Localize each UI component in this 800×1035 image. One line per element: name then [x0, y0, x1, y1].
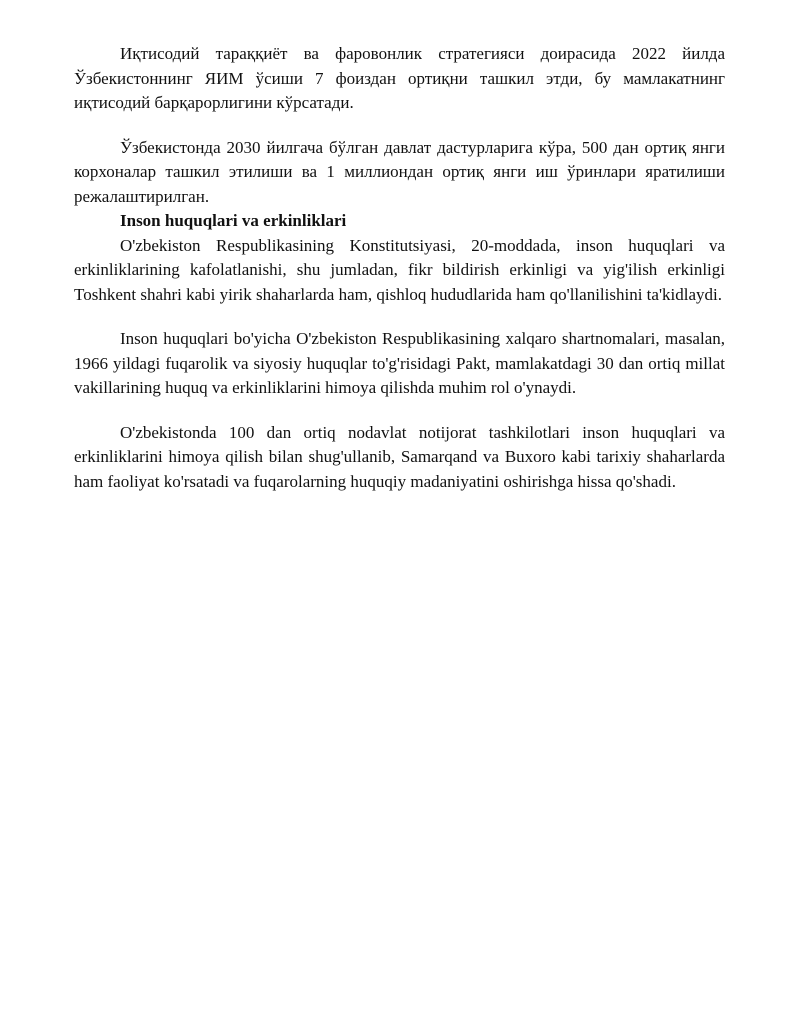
paragraph-gdp-growth: Иқтисодий тараққиёт ва фаровонлик стратегияси доирасида 2022 йилда Ўзбекистоннинг ЯИМ ўсиши 7 фоиздан ортиқни ташкил этди, бу мамлакатнинг иқтисодий барқарорлигини кўрсатади.	[74, 44, 725, 112]
paragraph-ngos: O'zbekistonda 100 dan ortiq nodavlat notijorat tashkilotlari inson huquqlari va erkinliklarini himoya qilish bilan shug'ullanib, Samarqand va Buxoro kabi tarixiy shaharlarda ham faoliyat ko'rsatadi va fuqarolarning huquqiy madaniyatini oshirishga hissa qo'shadi.	[74, 422, 725, 491]
paragraph-state-programs: Ўзбекистонда 2030 йилгача бўлган давлат дастурларига кўра, 500 дан ортиқ янги корхоналар ташкил этилиши ва 1 миллиондан ортиқ янги иш ўринлари яратилиши режалаштирилган.	[74, 137, 725, 206]
paragraph-constitution: O'zbekiston Respublikasining Konstitutsiyasi, 20-moddada, inson huquqlari va erkinliklarining kafolatlanishi, shu jumladan, fikr bildirish erkinligi va yig'ilish erkinligi Toshkent shahri kabi yirik shaharlarda ham, qishloq hududlarida ham qo'llanilishini ta'kidlaydi.	[74, 235, 725, 304]
document-page	[74, 42, 725, 494]
section-heading: Inson huquqlari va erkinliklari	[120, 211, 347, 230]
paragraph-international-treaties: Inson huquqlari bo'yicha O'zbekiston Respublikasining xalqaro shartnomalari, masalan, 1966 yildagi fuqarolik va siyosiy huquqlar to'g'risidagi Pakt, mamlakatdagi 30 dan ortiq millat vakillarining huquq va erkinliklarini himoya qilishda muhim rol o'ynaydi.	[74, 329, 725, 397]
